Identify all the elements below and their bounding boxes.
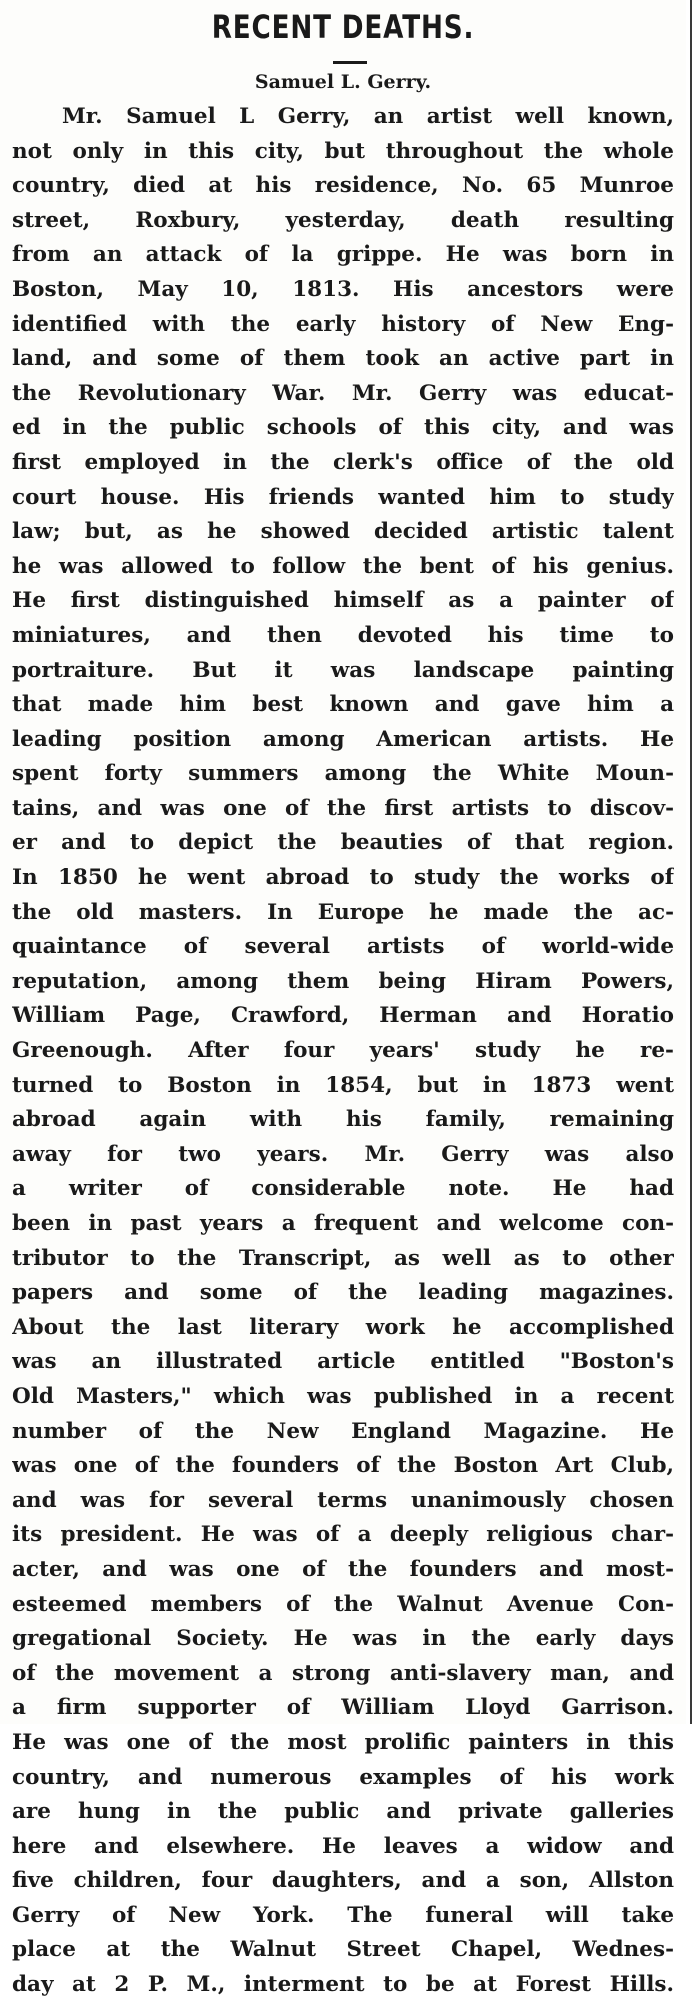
body-line: street, Roxbury, yesterday, death resulting <box>12 207 674 233</box>
body-line: papers and some of the leading magazines. <box>12 1280 674 1306</box>
body-line: country, died at his residence, No. 65 Munroe <box>12 173 674 199</box>
body-line: Greenough. After four years' study he re- <box>12 1038 674 1064</box>
body-line: About the last literary work he accomplished <box>12 1314 674 1340</box>
body-line: tributor to the Transcript, as well as to other <box>12 1245 674 1271</box>
body-line: land, and some of them took an active part in <box>12 346 674 372</box>
body-line: turned to Boston in 1854, but in 1873 went <box>12 1072 674 1098</box>
column-rule <box>690 0 692 1724</box>
body-line: number of the New England Magazine. He <box>12 1418 674 1444</box>
body-line: day at 2 P. M., interment to be at Forest Hills. <box>12 1972 674 1998</box>
body-line: leading position among American artists. He <box>12 726 674 752</box>
body-line: Mr. Samuel L Gerry, an artist well known, <box>62 104 674 129</box>
body-line: Old Masters," which was published in a recent <box>12 1383 674 1409</box>
body-line: law; but, as he showed decided artistic talent <box>12 519 674 545</box>
body-line: of the movement a strong anti-slavery man, and <box>12 1660 674 1686</box>
body-line: ed in the public schools of this city, and was <box>12 415 674 441</box>
body-line: not only in this city, but throughout the whole <box>12 138 674 164</box>
body-line: abroad again with his family, remaining <box>12 1107 674 1133</box>
body-line: In 1850 he went abroad to study the works of <box>12 865 674 891</box>
body-line: esteemed members of the Walnut Avenue Con- <box>12 1591 674 1617</box>
body-line: been in past years a frequent and welcome con- <box>12 1211 674 1236</box>
body-line: a firm supporter of William Lloyd Garrison. <box>12 1695 674 1721</box>
body-line: the old masters. In Europe he made the ac- <box>12 899 674 925</box>
body-line: country, and numerous examples of his work <box>12 1764 674 1790</box>
body-line: portraiture. But it was landscape painting <box>12 657 674 683</box>
body-line: away for two years. Mr. Gerry was also <box>12 1141 674 1167</box>
body-line: tains, and was one of the first artists to discov- <box>12 795 674 821</box>
body-line: er and to depict the beauties of that region. <box>12 830 674 856</box>
body-line: five children, four daughters, and a son, Allston <box>12 1868 674 1894</box>
body-line: court house. His friends wanted him to study <box>12 484 674 510</box>
body-line: Boston, May 10, 1813. His ancestors were <box>12 276 674 302</box>
body-line: place at the Walnut Street Chapel, Wednes- <box>12 1937 674 1963</box>
body-line: that made him best known and gave him a <box>12 692 674 718</box>
body-line: from an attack of la grippe. He was born in <box>12 242 674 268</box>
body-line: are hung in the public and private galleries <box>12 1799 674 1825</box>
body-line: quaintance of several artists of world-wide <box>12 934 674 960</box>
body-line: He was one of the most prolific painters in this <box>12 1729 674 1755</box>
body-line: here and elsewhere. He leaves a widow and <box>12 1833 674 1859</box>
body-line: miniatures, and then devoted his time to <box>12 622 674 648</box>
body-line: a writer of considerable note. He had <box>12 1176 674 1202</box>
body-line: gregational Society. He was in the early days <box>12 1626 674 1652</box>
body-line: and was for several terms unanimously chosen <box>12 1487 674 1513</box>
body-line: Gerry of New York. The funeral will take <box>12 1902 674 1928</box>
body-line: reputation, among them being Hiram Powers, <box>12 968 674 994</box>
headline: RECENT DEATHS. <box>211 8 475 46</box>
obituary-body <box>12 100 674 2003</box>
body-line: identified with the early history of New Eng- <box>12 311 674 337</box>
headline-dash-divider <box>333 61 367 64</box>
body-line: its president. He was of a deeply religious char- <box>12 1522 674 1548</box>
body-line: William Page, Crawford, Herman and Horatio <box>12 1003 674 1029</box>
body-line: he was allowed to follow the bent of his genius. <box>12 553 674 579</box>
body-line: spent forty summers among the White Moun- <box>12 761 674 787</box>
body-line: first employed in the clerk's office of the old <box>12 449 674 475</box>
body-line: the Revolutionary War. Mr. Gerry was educat- <box>12 380 674 406</box>
body-line: was an illustrated article entitled "Boston's <box>12 1349 674 1375</box>
body-line: acter, and was one of the founders and most- <box>12 1556 674 1582</box>
body-line: was one of the founders of the Boston Art Club, <box>12 1453 674 1479</box>
body-line: He first distinguished himself as a painter of <box>12 588 674 614</box>
obituary-subhead: Samuel L. Gerry. <box>254 71 432 93</box>
